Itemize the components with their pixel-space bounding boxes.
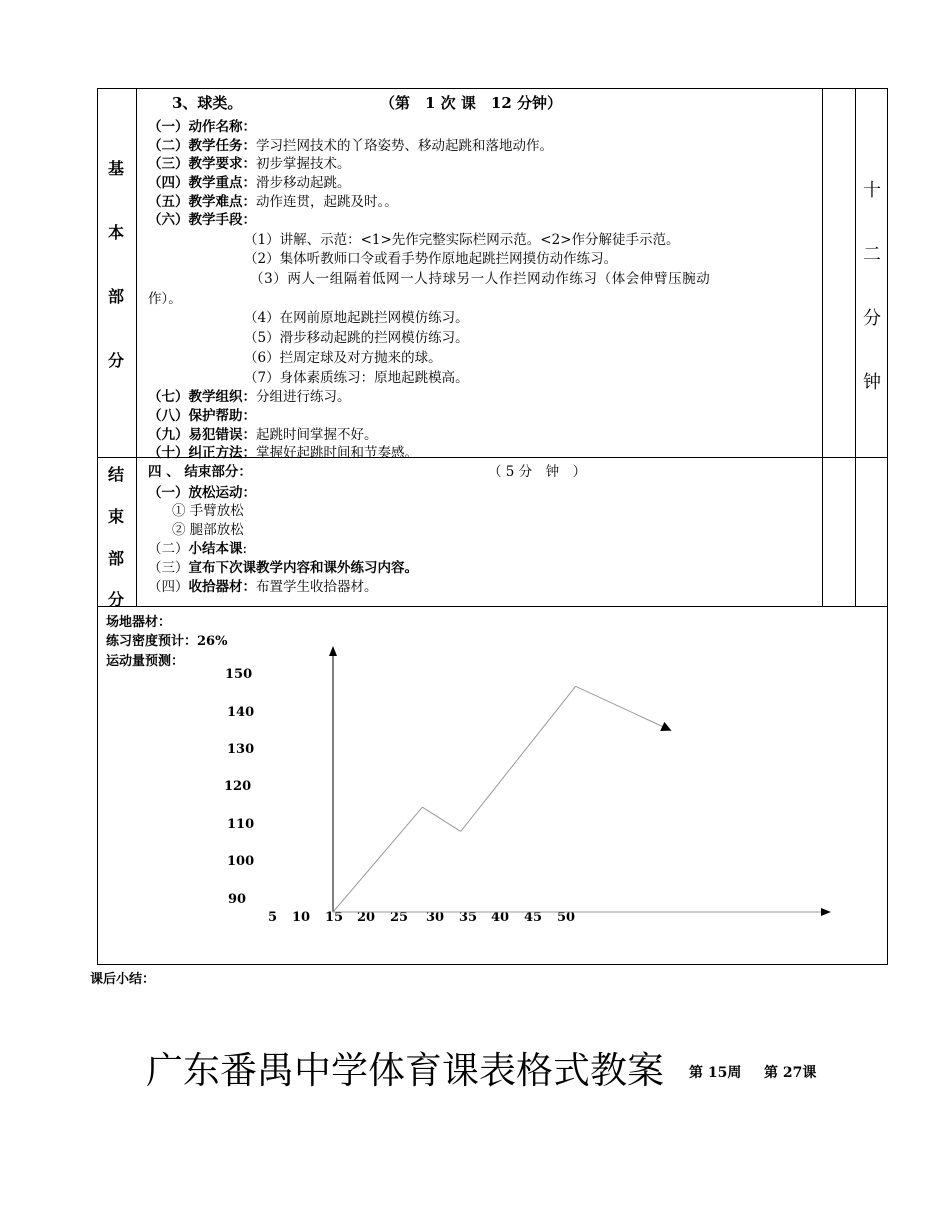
x-tick-50: 50: [557, 910, 576, 925]
time-label-3: 分: [863, 308, 881, 329]
summary-line: （二）小结本课:: [148, 541, 248, 557]
x-tick-45: 45: [524, 910, 543, 925]
load-series: [333, 686, 671, 912]
means-line-6: （6）拦周定球及对方抛来的球。: [244, 350, 442, 366]
basic-side-label-1: 基: [107, 159, 124, 178]
means-line-3-cont: 作）。: [148, 291, 182, 307]
means-line-5: （5）滑步移动起跳的拦网模仿练习。: [244, 330, 469, 346]
item-organization: （七）教学组织：分组进行练习。: [148, 389, 351, 405]
x-tick-20: 20: [357, 910, 376, 925]
ending-side-label-4: 分: [107, 590, 124, 609]
time-label-2: 二: [863, 244, 881, 265]
load-label: 运动量预测：: [106, 654, 185, 669]
y-tick-110: 110: [227, 817, 255, 832]
load-line-segment-1: [333, 807, 422, 912]
venue-label: 场地器材：: [106, 615, 172, 630]
ending-heading: 四 、 结束部分：: [148, 464, 252, 480]
y-tick-140: 140: [227, 705, 255, 720]
ending-time: （ 5 分 钟 ）: [488, 464, 587, 480]
x-tick-10: 10: [292, 910, 311, 925]
collect-line: （四）收拾器材：布置学生收拾器材。: [148, 579, 378, 595]
item-protection: （八）保护帮助：: [148, 408, 256, 424]
basic-side-label-2: 本: [107, 223, 124, 242]
x-tick-25: 25: [390, 910, 409, 925]
item-requirement: （三）教学要求：初步掌握技术。: [148, 156, 351, 172]
x-tick-30: 30: [426, 910, 445, 925]
ending-side-label-2: 束: [107, 507, 124, 526]
time-label-1: 十: [863, 180, 881, 201]
ending-side-label-3: 部: [107, 549, 124, 568]
lesson-info: （第 1 次 课 12 分钟）: [380, 94, 562, 112]
y-tick-90: 90: [228, 892, 247, 907]
lesson-number: 第 27课: [764, 1065, 817, 1081]
load-line-segment-2: [422, 807, 460, 831]
announce-line: （三）宣布下次课教学内容和课外练习内容。: [148, 560, 418, 576]
ending-side-label-1: 结: [107, 465, 124, 484]
item-task: （二）教学任务：学习拦网技术的丫珞姿势、移动起跳和落地动作。: [148, 138, 553, 154]
means-line-4: （4）在网前原地起跳拦网模仿练习。: [244, 310, 469, 326]
item-action-name: （一）动作名称：: [148, 119, 256, 135]
y-axis-arrow: [329, 646, 337, 656]
x-tick-35: 35: [459, 910, 478, 925]
relax-heading: （一）放松运动：: [148, 485, 256, 501]
density-label: 练习密度预计：26%: [106, 634, 228, 649]
basic-side-label-3: 部: [107, 287, 124, 306]
means-line-2: （2）集体听教师口令或看手势作原地起跳拦网摸仿动作练习。: [244, 251, 618, 267]
x-tick-40: 40: [491, 910, 510, 925]
load-line-segment-3: [461, 686, 576, 831]
after-class-summary: 课后小结：: [90, 972, 156, 987]
x-tick-5: 5: [268, 910, 278, 925]
document-title: 广东番禺中学体育课表格式教案: [146, 1049, 664, 1092]
section-heading: 3、球类。: [172, 94, 243, 112]
y-tick-120: 120: [224, 779, 252, 794]
item-difficulty: （五）教学难点：动作连贯，起跳及时。。: [148, 194, 398, 210]
time-label-4: 钟: [863, 372, 881, 393]
week-label: 第 15周: [689, 1065, 742, 1081]
item-common-errors: （九）易犯错误：起跳时间掌握不好。: [148, 427, 378, 443]
item-correction: （十）纠正方法：掌握好起跳时间和节奏感。: [148, 445, 418, 461]
load-line-segment-4: [576, 686, 672, 730]
item-key-point: （四）教学重点：滑步移动起跳。: [148, 175, 351, 191]
y-tick-130: 130: [227, 742, 255, 757]
relax-item-arms: ① 手臂放松: [172, 503, 244, 519]
means-line-3: （3）两人一组隔着低网一人持球另一人作拦网动作练习（体会伸臂压腕动: [250, 271, 711, 287]
means-line-7: （7）身体素质练习：原地起跳模高。: [244, 370, 469, 386]
item-means: （六）教学手段：: [148, 212, 256, 228]
relax-item-legs: ② 腿部放松: [172, 522, 244, 538]
x-axis-arrow: [821, 908, 831, 916]
basic-side-label-4: 分: [107, 351, 124, 370]
y-tick-150: 150: [225, 667, 253, 682]
x-tick-15: 15: [325, 910, 344, 925]
y-tick-100: 100: [227, 854, 255, 869]
means-line-1: （1）讲解、示范：<1>先作完整实际栏网示范。<2>作分解徒手示范。: [244, 232, 680, 248]
